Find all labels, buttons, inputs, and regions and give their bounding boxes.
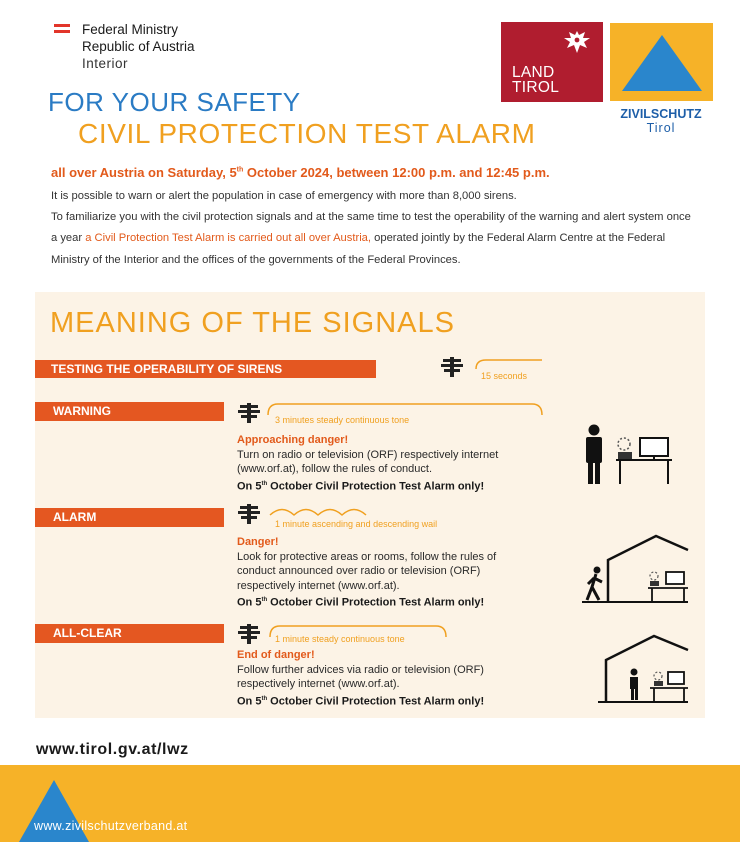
warning-note-sup: th bbox=[261, 480, 268, 487]
date-line-pre: all over Austria on Saturday, 5 bbox=[51, 165, 237, 180]
allclear-bar: ALL-CLEAR bbox=[35, 624, 224, 643]
alarm-text-block bbox=[237, 535, 537, 610]
allclear-text-block bbox=[237, 648, 537, 709]
date-line-sup: th bbox=[236, 166, 244, 174]
ministry-line-2: Republic of Austria bbox=[82, 39, 195, 54]
intro-text bbox=[51, 186, 691, 271]
alarm-text: Look for protective areas or rooms, follow the rules of conduct announced over radio or television (ORF) respectively internet (www.orf.at). bbox=[237, 550, 497, 592]
allclear-note-pre: On 5 bbox=[237, 695, 262, 708]
tone-15s-icon bbox=[474, 358, 544, 370]
zivilschutz-label bbox=[606, 107, 716, 135]
allclear-tone: 1 minute steady continuous tone bbox=[275, 634, 405, 644]
intro-p2a: To familiarize you with the civil protection signals and at the same time to test the operability of the warning and alert system once a year bbox=[51, 211, 691, 245]
allclear-note-post: October Civil Protection Test Alarm only! bbox=[267, 695, 485, 708]
zivilschutz-sub: Tirol bbox=[646, 121, 676, 135]
date-line bbox=[51, 165, 550, 180]
alarm-head: Danger! bbox=[237, 536, 279, 548]
allclear-head: End of danger! bbox=[237, 649, 315, 661]
tirol-eagle-icon bbox=[563, 29, 591, 55]
date-line-post: October 2024, between 12:00 p.m. and 12:45 p.m. bbox=[243, 165, 550, 180]
alarm-tone: 1 minute ascending and descending wail bbox=[275, 519, 438, 529]
zivilschutz-name: ZIVILSCHUTZ bbox=[620, 107, 702, 121]
zivilschutz-logo bbox=[610, 23, 713, 101]
land-tirol-logo bbox=[501, 22, 603, 102]
warning-text: Turn on radio or television (ORF) respectively internet (www.orf.at), follow the rules of conduct. bbox=[237, 448, 499, 475]
testing-tone: 15 seconds bbox=[481, 371, 528, 381]
allclear-note-sup: th bbox=[261, 695, 268, 702]
siren-icon bbox=[238, 624, 260, 644]
title-for-your-safety: FOR YOUR SAFETY bbox=[48, 87, 301, 117]
alarm-note-sup: th bbox=[261, 597, 268, 603]
person-radio-tv-icon bbox=[582, 424, 672, 486]
land-tirol-line-2: TIROL bbox=[512, 79, 560, 96]
land-tirol-line-1: LAND bbox=[512, 64, 555, 81]
intro-p2-highlight: a Civil Protection Test Alarm is carried out all over Austria, bbox=[85, 232, 372, 245]
ministry-line-3: Interior bbox=[82, 56, 129, 71]
allclear-note bbox=[237, 692, 537, 709]
title-test-alarm: CIVIL PROTECTION TEST ALARM bbox=[78, 118, 536, 149]
alarm-note-pre: On 5 bbox=[237, 596, 262, 609]
alarm-bar: ALARM bbox=[35, 508, 224, 527]
footer-url[interactable]: www.zivilschutzverband.at bbox=[34, 819, 188, 833]
zivilschutz-triangle-icon bbox=[620, 33, 704, 93]
alarm-note bbox=[237, 593, 537, 610]
signals-title: MEANING OF THE SIGNALS bbox=[50, 307, 455, 339]
intro-p1: It is possible to warn or alert the population in case of emergency with more than 8,000 sirens. bbox=[51, 190, 517, 202]
warning-note-post: October Civil Protection Test Alarm only! bbox=[267, 480, 485, 493]
warning-bar: WARNING bbox=[35, 402, 224, 421]
austria-flag-icon bbox=[54, 24, 70, 33]
tone-steady-icon bbox=[266, 402, 546, 416]
warning-text-block bbox=[237, 433, 537, 494]
website-link[interactable]: www.tirol.gv.at/lwz bbox=[36, 741, 189, 758]
intro-p2 bbox=[51, 207, 691, 271]
footer-banner bbox=[0, 765, 740, 842]
person-entering-house-icon bbox=[582, 532, 692, 604]
siren-icon bbox=[238, 403, 260, 423]
alarm-note-post: October Civil Protection Test Alarm only! bbox=[267, 596, 485, 609]
warning-note-pre: On 5 bbox=[237, 480, 262, 493]
warning-tone: 3 minutes steady continuous tone bbox=[275, 415, 410, 425]
testing-bar: TESTING THE OPERABILITY OF SIRENS bbox=[35, 360, 376, 378]
person-in-house-icon bbox=[596, 632, 692, 704]
warning-note bbox=[237, 477, 537, 494]
intro-p2b: operated jointly by the Federal Alarm Centre at the Federal Ministry of the Interior and the offices of the governments of the Federal Provinces. bbox=[51, 232, 666, 266]
siren-icon bbox=[238, 504, 260, 524]
ministry-line-1: Federal Ministry bbox=[82, 22, 179, 37]
warning-head: Approaching danger! bbox=[237, 434, 349, 446]
siren-icon bbox=[441, 357, 463, 377]
tone-wail-icon bbox=[268, 503, 372, 517]
allclear-text: Follow further advices via radio or television (ORF) respectively internet (www.orf.at). bbox=[237, 663, 484, 690]
